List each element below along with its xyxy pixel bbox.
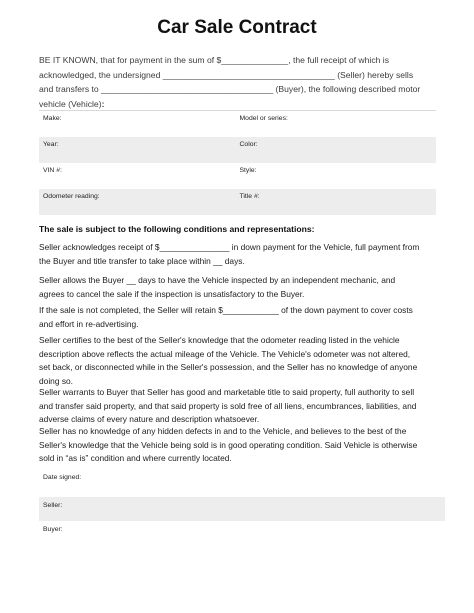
down-payment-paragraph [39, 241, 439, 268]
year-field[interactable]: Year: [43, 141, 59, 148]
vehicle-fields-table [39, 110, 436, 215]
intro-paragraph [39, 53, 439, 111]
vin-field[interactable]: VIN #: [43, 167, 62, 174]
paragraph-line: Seller allows the Buyer __ days to have the Vehicle inspected by an independent mechanic, and [39, 275, 396, 285]
paragraph-line: If the sale is not completed, the Seller will retain $____________ of the down payment to cover costs [39, 305, 413, 315]
model-field[interactable]: Model or series: [239, 115, 288, 122]
intro-line-2: acknowledged, the undersigned ____________________________________ (Seller) hereby sells [39, 69, 414, 80]
vehicle-row-make-model [39, 111, 436, 137]
intro-line-3: and transfers to ____________________________________ (Buyer), the following described motor [39, 84, 421, 95]
seller-label: Seller: [43, 502, 63, 509]
paragraph-line: agrees to cancel the sale if the inspection is unsatisfactory to the Buyer. [39, 288, 305, 299]
paragraph-line: Seller acknowledges receipt of $_______________ in down payment for the Vehicle, full payment from [39, 242, 420, 252]
intro-line-4-colon: : [101, 98, 105, 109]
paragraph-line: and transfer said property, and that said property is sold free of all liens, encumbrances, liabilities, and [39, 400, 417, 411]
paragraph-line: Seller certifies to the best of the Seller's knowledge that the odometer reading listed in the vehicle [39, 335, 400, 345]
conditions-heading: The sale is subject to the following conditions and representations: [39, 224, 315, 234]
paragraph-line: and effort in re-advertising. [39, 318, 139, 329]
paragraph-line: the Buyer and title transfer to take place within __ days. [39, 255, 245, 266]
page-title: Car Sale Contract [157, 17, 317, 38]
buyer-label: Buyer: [43, 526, 63, 533]
seller-signature-field[interactable] [39, 497, 445, 521]
paragraph-line: Seller's knowledge that the Vehicle being sold is in good operating condition. Said Vehicle is otherwise [39, 439, 418, 450]
paragraph-line: Seller warrants to Buyer that Seller has good and marketable title to said property, full authority to sell [39, 387, 415, 397]
paragraph-line: sold in “as is” condition and where currently located. [39, 453, 232, 464]
odometer-certification-paragraph [39, 334, 439, 388]
vehicle-row-odometer-title [39, 189, 436, 215]
paragraph-line: adverse claims of every nature and description whatsoever. [39, 414, 260, 425]
make-field[interactable]: Make: [43, 115, 62, 122]
vehicle-row-vin-style [39, 163, 436, 189]
paragraph-line: set back, or disconnected while in the Seller's possession, and the Seller has no knowledge of anyone [39, 362, 418, 373]
vehicle-row-year-color [39, 137, 436, 163]
retention-paragraph [39, 304, 439, 331]
style-field[interactable]: Style: [239, 167, 257, 174]
inspection-paragraph [39, 274, 439, 301]
intro-line-4-text: vehicle (Vehicle) [39, 98, 102, 109]
paragraph-line: Seller has no knowledge of any hidden defects in and to the Vehicle, and believes to the best of the [39, 426, 407, 436]
paragraph-line: doing so. [39, 375, 73, 386]
color-field[interactable]: Color: [239, 141, 258, 148]
title-number-field[interactable]: Title #: [239, 193, 260, 200]
paragraph-line: description above reflects the actual mileage of the Vehicle. The Vehicle's odometer was not altered, [39, 348, 411, 359]
date-signed-label: Date signed: [43, 474, 82, 481]
intro-line-1: BE IT KNOWN, that for payment in the sum of $______________, the full receipt of which is [39, 55, 389, 65]
title-warranty-paragraph [39, 386, 439, 427]
hidden-defects-paragraph [39, 425, 439, 466]
odometer-field[interactable]: Odometer reading: [43, 193, 100, 200]
